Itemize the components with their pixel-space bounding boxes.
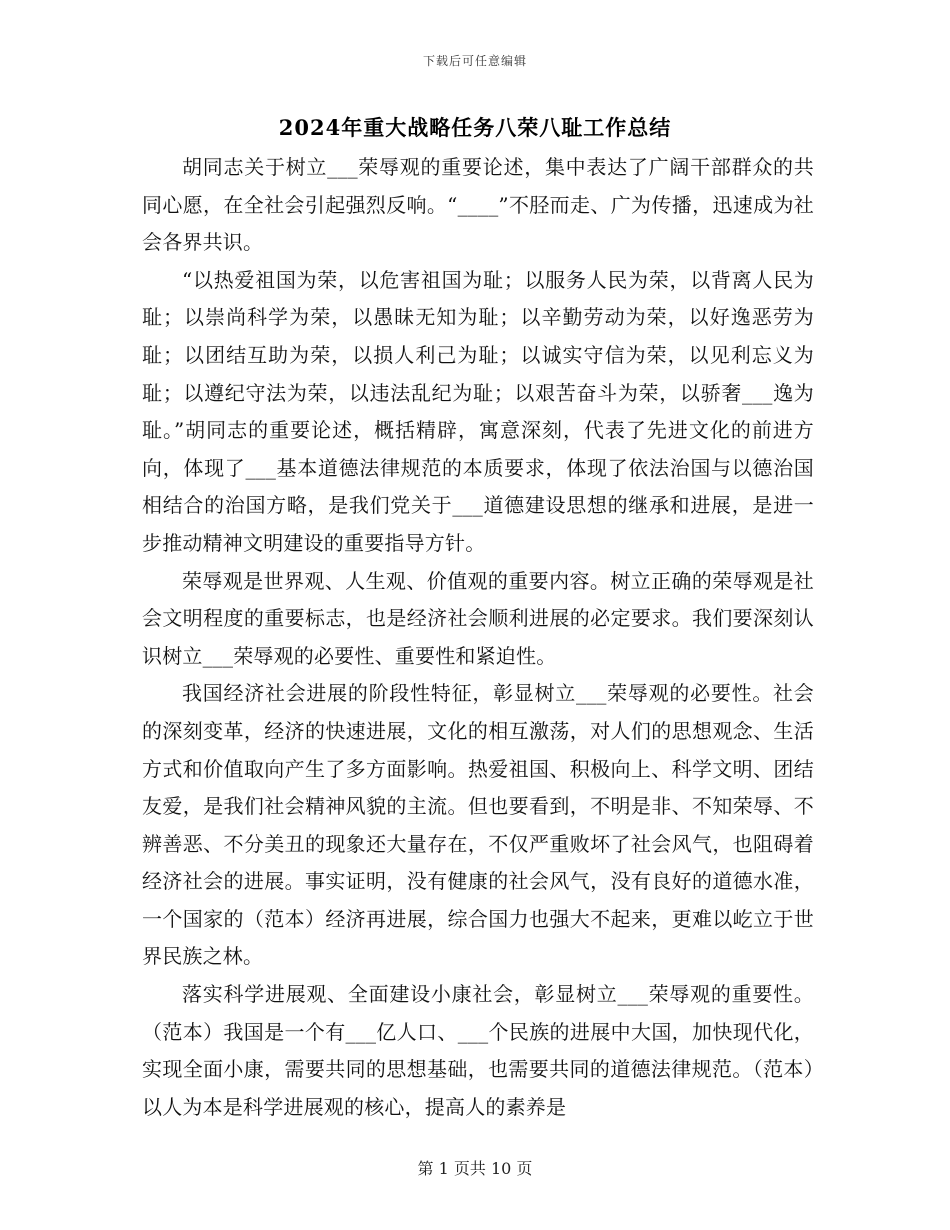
document-body — [142, 149, 814, 1126]
paragraph-3: 荣辱观是世界观、人生观、价值观的重要内容。树立正确的荣辱观是社会文明程度的重要标志，也是经济社会顺利进展的必定要求。我们要深刻认识树立___荣辱观的必要性、重要性和紧迫性。 — [142, 568, 814, 668]
paragraph-4: 我国经济社会进展的阶段性特征，彰显树立___荣辱观的必要性。社会的深刻变革，经济的快速进展，文化的相互激荡，对人们的思想观念、生活方式和价值取向产生了多方面影响。热爱祖国、积极向上、科学文明、团结友爱，是我们社会精神风貌的主流。但也要看到，不明是非、不知荣辱、不辨善恶、不分美丑的现象还大量存在，不仅严重败坏了社会风气，也阻碍着经济社会的进展。事实证明，没有健康的社会风气，没有良好的道德水准，一个国家的（范本）经济再进展，综合国力也强大不起来，更难以屹立于世界民族之林。 — [142, 681, 814, 969]
document-title: 2024年重大战略任务八荣八耻工作总结 — [278, 115, 672, 140]
paragraph-2: “以热爱祖国为荣，以危害祖国为耻；以服务人民为荣，以背离人民为耻；以崇尚科学为荣，以愚昧无知为耻；以辛勤劳动为荣，以好逸恶劳为耻；以团结互助为荣，以损人利己为耻；以诚实守信为荣，以见利忘义为耻；以遵纪守法为荣，以违法乱纪为耻；以艰苦奋斗为荣，以骄奢___逸为耻。”胡同志的重要论述，概括精辟，寓意深刻，代表了先进文化的前进方向，体现了___基本道德法律规范的本质要求，体现了依法治国与以德治国相结合的治国方略，是我们党关于___道德建设思想的继承和进展，是进一步推动精神文明建设的重要指导方针。 — [142, 267, 814, 555]
page-number-footer: 第 1 页共 10 页 — [417, 1159, 533, 1178]
page-header-note: 下载后可任意编辑 — [422, 54, 527, 68]
paragraph-5: 落实科学进展观、全面建设小康社会，彰显树立___荣辱观的重要性。（范本）我国是一个有___亿人口、___个民族的进展中大国，加快现代化，实现全面小康，需要共同的思想基础，也需要共同的道德法律规范。（范本）以人为本是科学进展观的核心，提高人的素养是 — [142, 982, 814, 1119]
paragraph-1: 胡同志关于树立___荣辱观的重要论述，集中表达了广阔干部群众的共同心愿，在全社会引起强烈反响。“____”不胫而走、广为传播，迅速成为社会各界共识。 — [142, 155, 814, 255]
